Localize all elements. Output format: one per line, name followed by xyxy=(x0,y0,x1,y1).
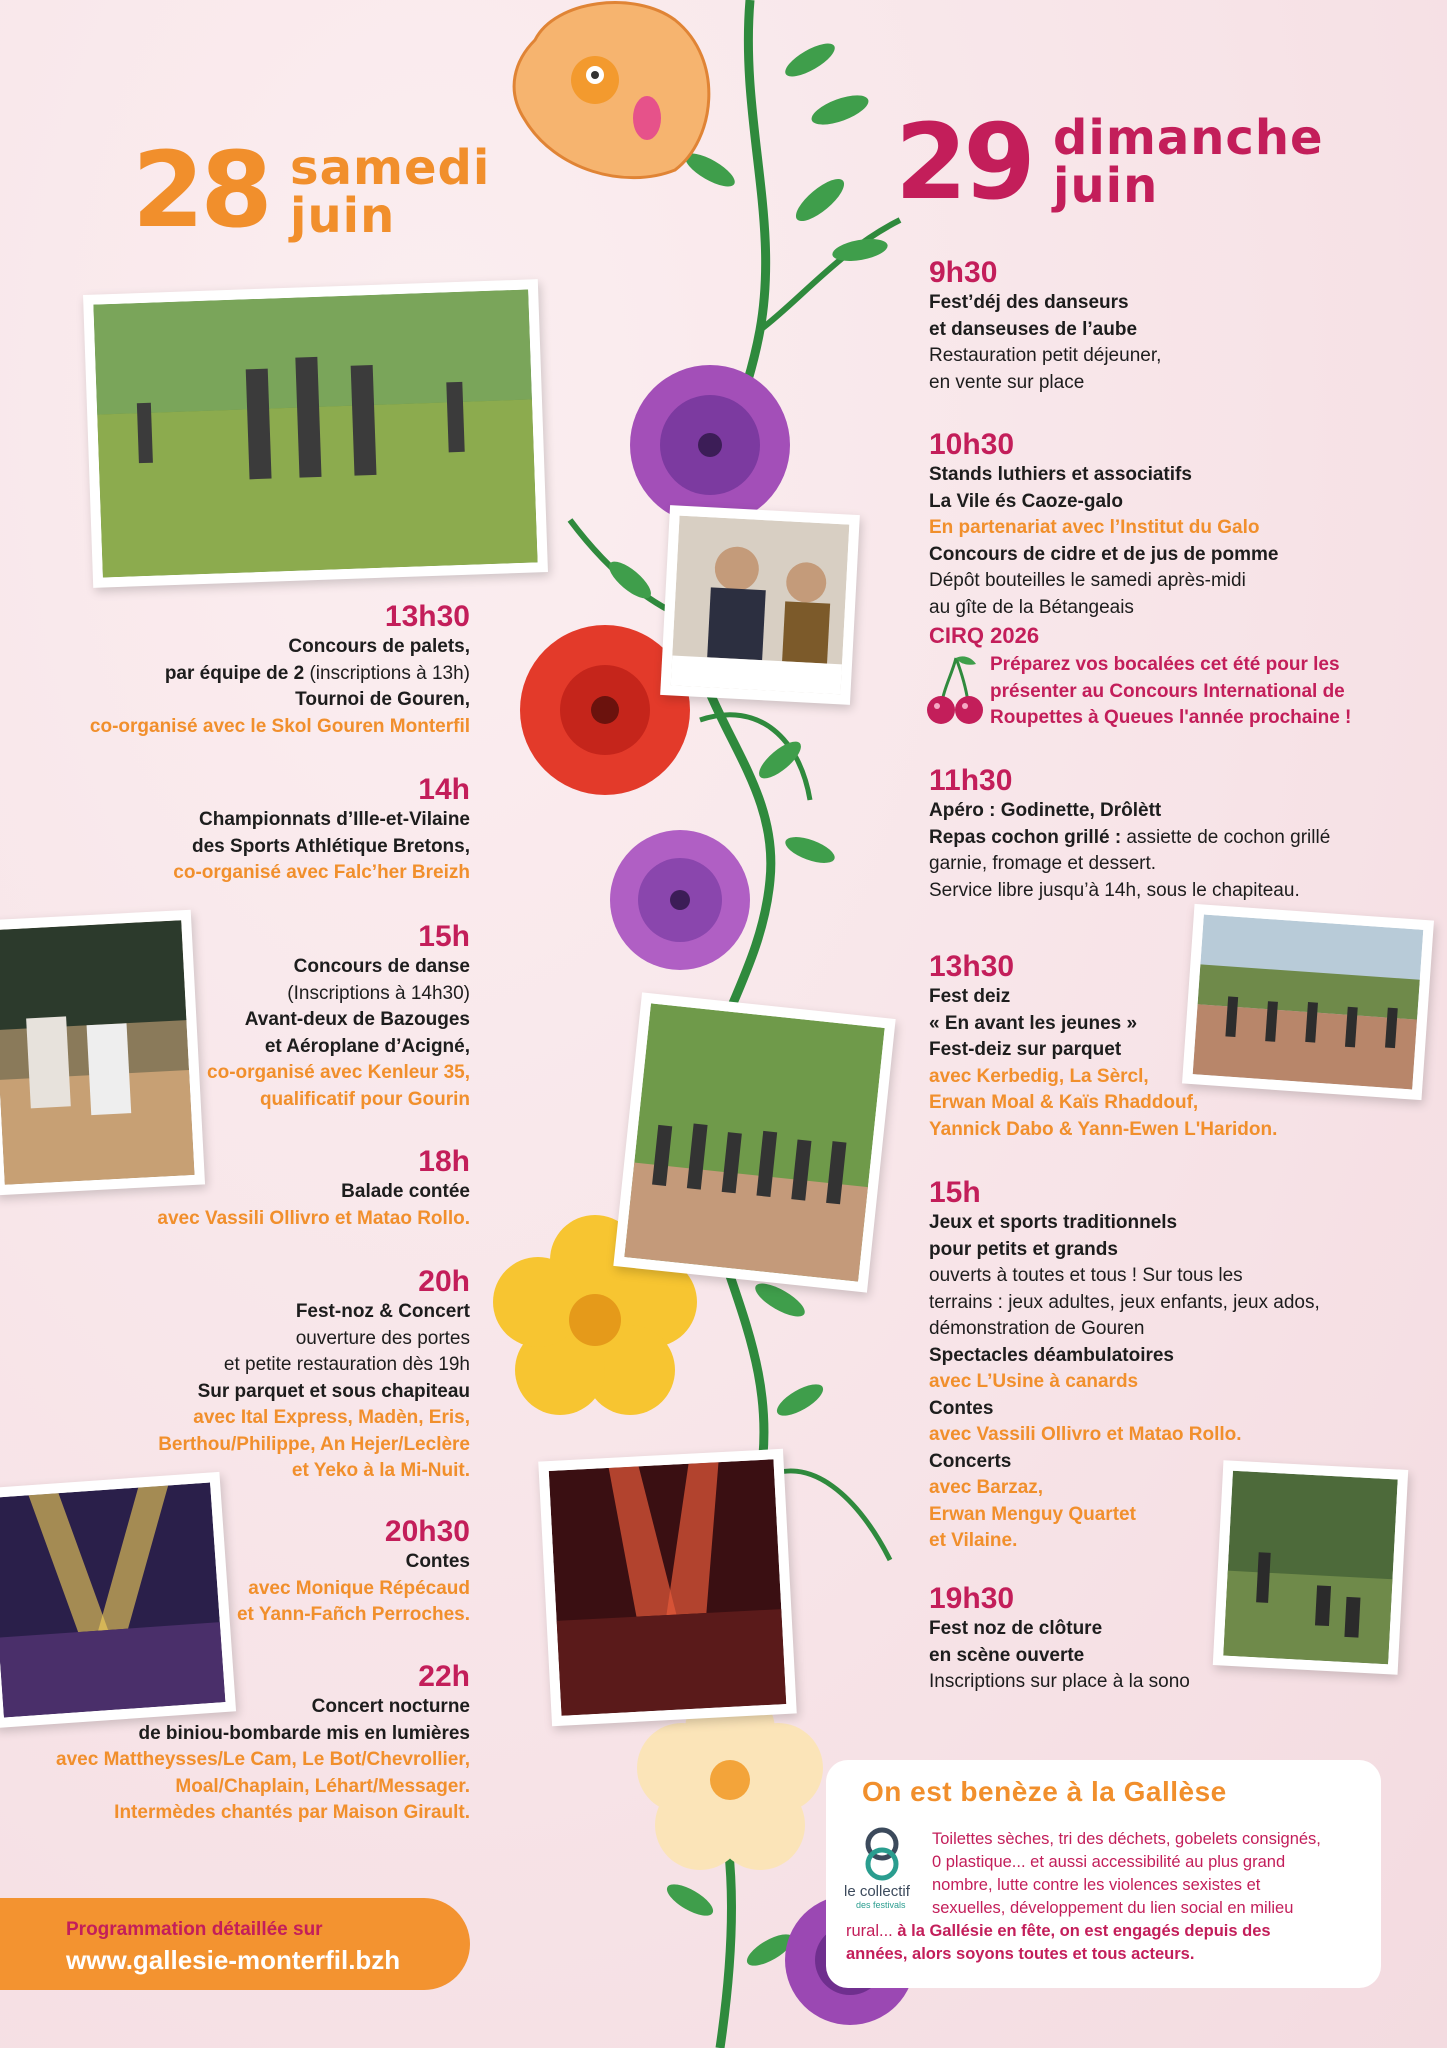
event-line: avec Monique Répécaud xyxy=(248,1577,470,1599)
event-line: et Vilaine. xyxy=(929,1530,1018,1551)
sat-event-20h xyxy=(60,1265,470,1485)
cirq-line: Roupettes à Queues l'année prochaine ! xyxy=(990,707,1352,728)
photo-fest-deiz-dancing xyxy=(613,992,895,1292)
eco-line: nombre, lutte contre les violences sexistes et xyxy=(932,1876,1261,1894)
event-time: 10h30 xyxy=(929,428,1015,461)
cherries-icon xyxy=(926,654,984,726)
sun-event-1330 xyxy=(929,950,1289,1143)
sat-event-1330 xyxy=(60,600,470,740)
sunday-header xyxy=(895,101,1355,223)
event-line: (Inscriptions à 14h30) xyxy=(287,982,470,1004)
event-line: en vente sur place xyxy=(929,371,1085,393)
event-line: et petite restauration dès 19h xyxy=(223,1354,470,1375)
event-line: Inscriptions sur place à la sono xyxy=(929,1671,1190,1692)
event-line: Fest deiz xyxy=(929,986,1011,1007)
eco-line xyxy=(846,1920,1366,1943)
cirq-line: Préparez vos bocalées cet été pour les xyxy=(990,654,1340,675)
event-line: démonstration de Gouren xyxy=(929,1318,1145,1339)
photo-dancers-field xyxy=(83,279,548,588)
event-line: Erwan Moal & Kaïs Rhaddouf, xyxy=(929,1092,1199,1113)
sun-event-0930 xyxy=(929,256,1409,396)
event-line: Berthou/Philippe, An Hejer/Leclère xyxy=(158,1433,470,1455)
event-line: et danseuses de l’aube xyxy=(929,318,1138,340)
event-line: Concours de cidre et de jus de pomme xyxy=(929,543,1279,565)
cirq-line: présenter au Concours International de xyxy=(990,680,1345,702)
eco-info-box xyxy=(826,1760,1381,1988)
event-line: avec Barzaz, xyxy=(929,1477,1044,1498)
event-line: avec Ital Express, Madèn, Eris, xyxy=(193,1407,470,1428)
sat-event-22h xyxy=(20,1660,470,1827)
event-line: au gîte de la Bétangeais xyxy=(929,596,1134,618)
event-time: 20h30 xyxy=(384,1515,470,1548)
sat-event-15h xyxy=(60,920,470,1113)
event-line: et Aéroplane d’Acigné, xyxy=(264,1035,470,1057)
event-time: 15h xyxy=(929,1176,981,1209)
event-line: Erwan Menguy Quartet xyxy=(929,1503,1136,1525)
saturday-weekday: samedi xyxy=(290,140,491,196)
event-line: Championnats d’Ille-et-Vilaine xyxy=(199,809,470,830)
event-line: Stands luthiers et associatifs xyxy=(929,464,1192,485)
cirq-text xyxy=(990,652,1351,732)
sat-event-2030 xyxy=(60,1515,470,1629)
event-line-bold: par équipe de 2 xyxy=(164,662,305,684)
sun-event-1930 xyxy=(929,1582,1259,1696)
event-line: En partenariat avec l’Institut du Galo xyxy=(929,517,1260,538)
cirq-title: CIRQ 2026 xyxy=(929,623,1040,648)
event-line xyxy=(929,825,1359,852)
event-line: Service libre jusqu’à 14h, sous le chapiteau. xyxy=(929,879,1300,901)
sunday-month: juin xyxy=(1053,158,1159,214)
event-line: Concours de danse xyxy=(293,956,470,977)
collectif-logo-icon xyxy=(854,1826,910,1882)
event-line: qualificatif pour Gourin xyxy=(259,1088,470,1110)
event-line: avec Vassili Ollivro et Matao Rollo. xyxy=(929,1424,1242,1445)
event-time: 9h30 xyxy=(929,256,998,289)
event-line: « En avant les jeunes » xyxy=(929,1012,1138,1034)
event-line: Dépôt bouteilles le samedi après-midi xyxy=(929,570,1246,591)
sun-event-1130 xyxy=(929,764,1359,904)
footer-label: Programmation détaillée sur xyxy=(66,1919,323,1940)
event-line: Restauration petit déjeuner, xyxy=(929,345,1162,366)
event-line: La Vile és Caoze-galo xyxy=(929,490,1123,512)
event-line: co-organisé avec le Skol Gouren Monterfil xyxy=(89,715,470,737)
eco-line: années, alors soyons toutes et tous acteurs. xyxy=(846,1945,1195,1963)
event-time: 18h xyxy=(418,1145,470,1178)
event-line: des Sports Athlétique Bretons, xyxy=(192,835,470,857)
event-line: Fest-deiz sur parquet xyxy=(929,1039,1122,1060)
event-line-normal: (inscriptions à 13h) xyxy=(304,662,470,684)
sat-event-14h xyxy=(60,773,470,887)
collectif-logo-text: le collectif xyxy=(844,1883,910,1900)
sun-event-1030 xyxy=(929,428,1409,621)
event-line: de biniou-bombarde mis en lumières xyxy=(138,1722,470,1744)
event-line: terrains : jeux adultes, jeux enfants, jeux ados, xyxy=(929,1291,1320,1313)
event-time: 20h xyxy=(418,1265,470,1298)
event-line: garnie, fromage et dessert. xyxy=(929,853,1157,874)
event-time: 19h30 xyxy=(929,1582,1015,1615)
event-line: Sur parquet et sous chapiteau xyxy=(197,1380,470,1402)
event-line: Tournoi de Gouren, xyxy=(295,689,470,710)
eco-line: 0 plastique... et aussi accessibilité au plus grand xyxy=(932,1853,1286,1871)
eco-line: sexuelles, développement du lien social en milieu xyxy=(932,1899,1294,1917)
event-line: avec Mattheysses/Le Cam, Le Bot/Chevrollier, xyxy=(56,1749,470,1770)
event-line: avec Vassili Ollivro et Matao Rollo. xyxy=(157,1207,470,1229)
event-time: 13h30 xyxy=(384,600,470,633)
eco-text-end xyxy=(846,1920,1366,1966)
event-line: ouverts à toutes et tous ! Sur tous les xyxy=(929,1265,1243,1286)
event-line: et Yeko à la Mi-Nuit. xyxy=(291,1460,470,1481)
event-line: Contes xyxy=(929,1397,994,1419)
footer-program-banner xyxy=(0,1898,470,1990)
photo-cider-tasting xyxy=(660,505,860,705)
event-line-normal: assiette de cochon grillé xyxy=(1121,826,1331,848)
saturday-header xyxy=(132,129,532,251)
event-line: co-organisé avec Kenleur 35, xyxy=(207,1062,470,1083)
event-line: Fest’déj des danseurs xyxy=(929,292,1129,313)
saturday-day-number: 28 xyxy=(132,129,269,251)
event-line: avec Kerbedig, La Sèrcl, xyxy=(929,1065,1149,1087)
eco-text xyxy=(932,1828,1372,1920)
event-time: 22h xyxy=(418,1660,470,1693)
event-line: Yannick Dabo & Yann-Ewen L'Haridon. xyxy=(929,1118,1278,1140)
collectif-logo-subtext: des festivals xyxy=(856,1900,906,1910)
event-line: Intermèdes chantés par Maison Girault. xyxy=(114,1802,470,1823)
event-line: co-organisé avec Falc’her Breizh xyxy=(173,862,470,883)
event-line: Concert nocturne xyxy=(311,1696,470,1717)
event-line: en scène ouverte xyxy=(929,1644,1085,1666)
sunday-day-number: 29 xyxy=(895,101,1032,223)
event-line: Spectacles déambulatoires xyxy=(929,1344,1174,1366)
eco-title: On est benèze à la Gallèse xyxy=(862,1776,1227,1807)
eco-line-bold: à la Gallésie en fête, on est engagés depuis des xyxy=(892,1922,1271,1940)
sun-event-15h xyxy=(929,1176,1389,1555)
photo-concert-stage xyxy=(538,1449,797,1726)
event-time: 14h xyxy=(418,773,470,806)
saturday-month: juin xyxy=(290,188,396,244)
event-line: Avant-deux de Bazouges xyxy=(244,1009,470,1030)
event-time: 11h30 xyxy=(929,764,1013,797)
event-line: avec L’Usine à canards xyxy=(929,1371,1139,1392)
event-line: Moal/Chaplain, Léhart/Messager. xyxy=(175,1775,470,1797)
event-line: Fest noz de clôture xyxy=(929,1618,1103,1639)
event-line-bold: Repas cochon grillé : xyxy=(929,826,1122,848)
event-line: ouverture des portes xyxy=(295,1327,470,1349)
event-line: Fest-noz & Concert xyxy=(295,1301,470,1322)
eco-line: Toilettes sèches, tri des déchets, gobelets consignés, xyxy=(932,1830,1321,1848)
event-line: pour petits et grands xyxy=(929,1238,1118,1260)
event-line xyxy=(60,661,470,688)
event-line: Contes xyxy=(405,1551,470,1572)
event-line: et Yann-Fañch Perroches. xyxy=(236,1604,470,1625)
event-line: Apéro : Godinette, Drôlètt xyxy=(929,800,1162,821)
event-line: Concours de palets, xyxy=(288,636,470,657)
sunday-weekday: dimanche xyxy=(1053,110,1324,166)
footer-url-link[interactable]: www.gallesie-monterfil.bzh xyxy=(66,1945,401,1975)
event-time: 13h30 xyxy=(929,950,1015,983)
event-time: 15h xyxy=(418,920,470,953)
event-line: Jeux et sports traditionnels xyxy=(929,1212,1178,1233)
sat-event-18h xyxy=(60,1145,470,1232)
event-line: Balade contée xyxy=(341,1181,470,1202)
event-line: Concerts xyxy=(929,1450,1012,1472)
eco-line-normal: rural... xyxy=(846,1922,893,1940)
